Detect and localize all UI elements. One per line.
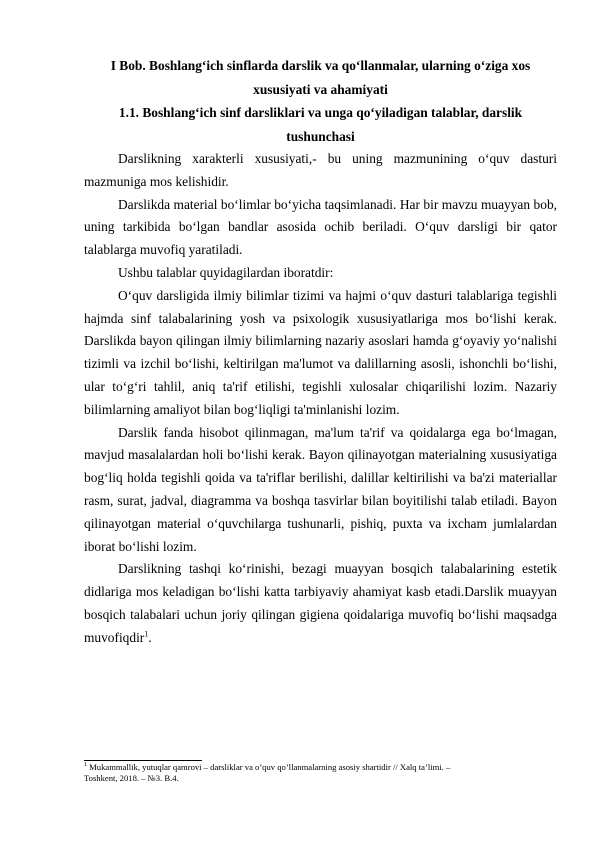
footnote-reference[interactable]: 1 [144,629,149,639]
chapter-heading: I Bob. Boshlang‘ich sinflarda darslik va qo‘llanmalar, ularning o‘ziga xos xususiyati va ahamiyati [110,58,531,97]
paragraph: O‘quv darsligida ilmiy bilimlar tizimi va hajmi o‘quv dasturi talablariga tegishli hajmda sinf talabalarining yosh va psixologik xususiyatlariga mos bo‘lishi kerak. Darslikda bayon qilingan ilmiy bilimlarning nazariy asoslari hamda g‘oyaviy yo‘nalishi tizimli va izchil bo‘lishi, keltirilgan ma'lumot va dalillarning asosli, ishonchli bo‘lishi, ular to‘g‘ri tahlil, aniq ta'rif etilishi, tegishli xulosalar chiqarilishi lozim. Nazariy bilimlarning amaliyot bilan bog‘liqligi ta'minlanishi lozim. [84,287,557,417]
footnote-text: Mukammallik, yutuqlar qamrovi – darsliklar va o’quv qo’llanmalarning asosiy shartidir // Xalq ta’limi. – [89,762,451,772]
paragraph-with-footnote [84,558,557,649]
footnote [84,762,557,784]
footnote-marker: 1 [84,762,87,769]
section-heading: 1.1. Boshlang‘ich sinf darsliklari va unga qo‘yiladigan talablar, darslik tushunchasi [118,105,523,144]
paragraph: Darslikda material bo‘limlar bo‘yicha taqsimlanadi. Har bir mavzu muayyan bob, uning tarkibida bo‘lgan bandlar asosida ochib beriladi. O‘quv darsligi bir qator talablarga muvofiq yaratiladi. [84,196,557,258]
document-page [84,54,557,650]
paragraph-end: . [148,629,152,645]
footnote-separator [84,760,202,761]
paragraph-text: Darslikning tashqi ko‘rinishi, bezagi muayyan bosqich talabalarining estetik didlariga mos keladigan bo‘lishi katta tarbiyaviy ahamiyat kasb etadi.Darslik muayyan bosqich talabalari uchun joriy qilingan gigiena qoidalariga muvofiq bo‘lishi maqsadga muvofiqdir [84,561,557,645]
paragraph: Darslik fanda hisobot qilinmagan, ma'lum ta'rif va qoidalarga ega bo‘lmagan, mavjud masalalardan holi bo‘lishi kerak. Bayon qilinayotgan materialning xususiyatiga bog‘liq holda tegishli qoida va ta'riflar berilishi, dalillar keltirilishi va ba'zi materiallar rasm, surat, jadval, diagramma va boshqa tasvirlar bilan boyitilishi talab etiladi. Bayon qilinayotgan material o‘quvchilarga tushunarli, pishiq, puxta va ixcham jumlalardan iborat bo‘lishi lozim. [84,424,557,554]
paragraph: Ushbu talablar quyidagilardan iboratdir: [118,264,334,280]
footnote-text-continued: Toshkent, 2018. – №3. B.4. [84,773,179,784]
paragraph: Darslikning xarakterli xususiyati,- bu uning mazmunining o‘quv dasturi mazmuniga mos kelishidir. [84,151,557,189]
